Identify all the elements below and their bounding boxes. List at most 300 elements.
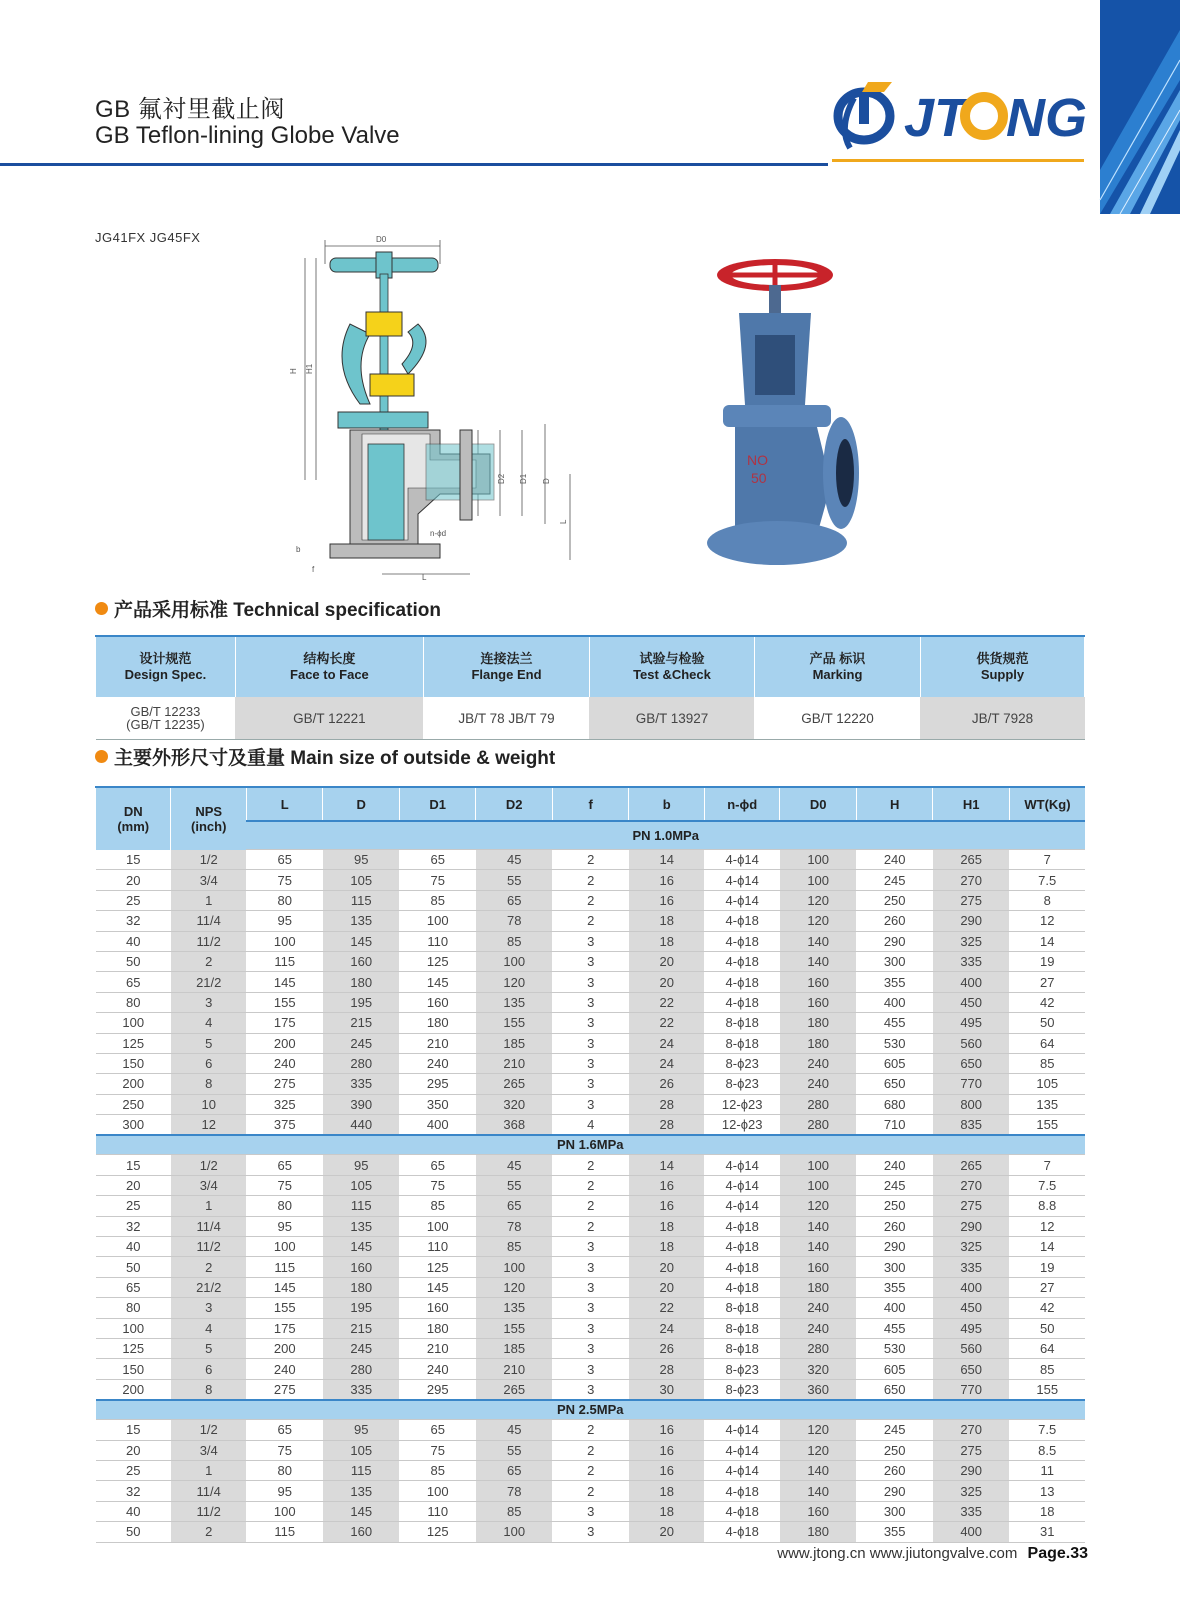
spec-header-cell: 供货规范 Supply [920, 636, 1084, 697]
table-cell: 11/4 [171, 1481, 246, 1501]
svg-text:NG: NG [1006, 88, 1087, 148]
table-cell: 280 [780, 1115, 857, 1136]
table-cell: 115 [323, 890, 400, 910]
table-cell: 140 [780, 931, 857, 951]
table-cell: 6 [171, 1053, 246, 1073]
table-cell: 180 [780, 1277, 857, 1297]
table-cell: 180 [399, 1318, 476, 1338]
table-cell: 20 [629, 972, 704, 992]
table-cell: 3 [171, 992, 246, 1012]
table-cell: 245 [856, 1175, 933, 1195]
table-cell: 2 [552, 911, 629, 931]
header-dn: DN (mm) [96, 787, 171, 850]
table-cell: 27 [1009, 972, 1085, 992]
table-cell: 335 [933, 1501, 1010, 1521]
table-cell: 50 [1009, 1013, 1085, 1033]
table-cell: 400 [933, 972, 1010, 992]
table-cell: 375 [246, 1115, 323, 1136]
table-cell: 8-ϕ18 [704, 1318, 779, 1338]
table-cell: 650 [933, 1053, 1010, 1073]
header-d2: D2 [476, 787, 553, 821]
corner-decoration [1100, 0, 1180, 214]
table-cell: 1/2 [171, 1420, 246, 1440]
table-row [96, 1094, 1086, 1114]
table-cell: 80 [246, 1460, 323, 1480]
table-cell: 2 [552, 1196, 629, 1216]
table-cell: 145 [399, 972, 476, 992]
bullet-icon [95, 750, 108, 763]
table-cell: 21/2 [171, 1277, 246, 1297]
table-cell: 650 [933, 1359, 1010, 1379]
table-cell: 4 [552, 1115, 629, 1136]
table-cell: 270 [933, 870, 1010, 890]
table-cell: 4-ϕ14 [704, 1196, 779, 1216]
table-cell: 18 [629, 1237, 704, 1257]
table-cell: 11/2 [171, 1237, 246, 1257]
table-cell: 140 [780, 1216, 857, 1236]
table-cell: 26 [629, 1074, 704, 1094]
table-cell: 100 [780, 1175, 857, 1195]
table-cell: 65 [476, 1460, 553, 1480]
table-cell: 250 [856, 1440, 933, 1460]
table-cell: 7 [1009, 1155, 1085, 1175]
table-cell: 160 [323, 951, 400, 971]
table-cell: 14 [1009, 931, 1085, 951]
header-rule [0, 163, 828, 166]
table-cell: 30 [629, 1379, 704, 1400]
table-cell: 360 [780, 1379, 857, 1400]
table-row [96, 1481, 1086, 1501]
table-cell: 180 [399, 1013, 476, 1033]
table-cell: 160 [780, 1501, 857, 1521]
table-cell: 215 [323, 1318, 400, 1338]
table-row [96, 1298, 1086, 1318]
table-cell: 100 [399, 911, 476, 931]
table-cell: 100 [246, 1501, 323, 1521]
table-cell: 4-ϕ14 [704, 850, 779, 870]
table-cell: 80 [246, 1196, 323, 1216]
table-cell: 3 [552, 1013, 629, 1033]
table-cell: 4-ϕ18 [704, 931, 779, 951]
table-cell: 2 [552, 1420, 629, 1440]
table-cell: 8-ϕ18 [704, 1013, 779, 1033]
table-cell: 22 [629, 1298, 704, 1318]
table-cell: 290 [933, 911, 1010, 931]
table-cell: 160 [399, 992, 476, 1012]
table-cell: 4 [171, 1013, 246, 1033]
table-cell: 40 [96, 1501, 171, 1521]
table-cell: 110 [399, 931, 476, 951]
table-cell: 295 [399, 1074, 476, 1094]
table-cell: 140 [780, 1237, 857, 1257]
table-row [96, 870, 1086, 890]
table-cell: 325 [933, 1237, 1010, 1257]
label-l: L [559, 519, 568, 524]
table-cell: 2 [552, 1460, 629, 1480]
table-cell: 260 [856, 911, 933, 931]
table-cell: 105 [323, 870, 400, 890]
label-d0: D0 [376, 235, 387, 244]
table-cell: 5 [171, 1338, 246, 1358]
table-cell: 18 [629, 1481, 704, 1501]
table-cell: 125 [96, 1033, 171, 1053]
table-cell: 145 [323, 1237, 400, 1257]
table-cell: 450 [933, 1298, 1010, 1318]
table-cell: 11/2 [171, 931, 246, 951]
table-row [96, 890, 1086, 910]
table-cell: 20 [629, 1257, 704, 1277]
table-cell: 145 [246, 972, 323, 992]
table-cell: 300 [856, 1257, 933, 1277]
table-cell: 8-ϕ23 [704, 1074, 779, 1094]
table-cell: 120 [780, 1420, 857, 1440]
table-row [96, 1440, 1086, 1460]
pressure-group-label: PN 2.5MPa [96, 1400, 1086, 1420]
label-d2: D2 [497, 473, 506, 484]
table-cell: 650 [856, 1379, 933, 1400]
table-cell: 65 [246, 850, 323, 870]
svg-text:50: 50 [751, 470, 767, 486]
table-row [96, 1196, 1086, 1216]
table-cell: 160 [323, 1257, 400, 1277]
table-cell: 100 [96, 1318, 171, 1338]
model-number: JG41FX JG45FX [95, 230, 201, 245]
table-cell: 5 [171, 1033, 246, 1053]
header-f: f [552, 787, 629, 821]
table-cell: 560 [933, 1033, 1010, 1053]
table-cell: 290 [933, 1460, 1010, 1480]
table-cell: 325 [933, 931, 1010, 951]
table-cell: 160 [323, 1522, 400, 1542]
table-cell: 215 [323, 1013, 400, 1033]
spec-value-test: GB/T 13927 [589, 697, 754, 740]
table-cell: 16 [629, 1196, 704, 1216]
table-cell: 120 [780, 1440, 857, 1460]
header-nd: n-ϕd [704, 787, 779, 821]
table-cell: 16 [629, 1420, 704, 1440]
table-cell: 110 [399, 1237, 476, 1257]
table-cell: 105 [1009, 1074, 1085, 1094]
table-cell: 11/2 [171, 1501, 246, 1521]
table-cell: 19 [1009, 951, 1085, 971]
table-cell: 85 [476, 1237, 553, 1257]
table-cell: 2 [552, 850, 629, 870]
table-cell: 22 [629, 1013, 704, 1033]
table-cell: 530 [856, 1033, 933, 1053]
table-cell: 110 [399, 1501, 476, 1521]
table-cell: 75 [399, 1175, 476, 1195]
table-cell: 250 [96, 1094, 171, 1114]
table-cell: 245 [856, 1420, 933, 1440]
table-cell: 4-ϕ18 [704, 1481, 779, 1501]
table-cell: 1 [171, 1460, 246, 1480]
table-cell: 180 [780, 1522, 857, 1542]
table-cell: 4-ϕ14 [704, 1175, 779, 1195]
table-cell: 78 [476, 911, 553, 931]
table-cell: 20 [629, 1522, 704, 1542]
header-b: b [629, 787, 704, 821]
header-d1: D1 [399, 787, 476, 821]
table-cell: 185 [476, 1033, 553, 1053]
table-cell: 450 [933, 992, 1010, 1012]
table-cell: 145 [323, 1501, 400, 1521]
table-row [96, 1277, 1086, 1297]
table-cell: 265 [933, 850, 1010, 870]
dims-heading: 主要外形尺寸及重量 Main size of outside & weight [95, 743, 555, 770]
table-cell: 3 [552, 972, 629, 992]
table-cell: 155 [1009, 1115, 1085, 1136]
table-cell: 125 [96, 1338, 171, 1358]
table-cell: 240 [780, 1053, 857, 1073]
table-cell: 100 [476, 951, 553, 971]
table-cell: 265 [476, 1074, 553, 1094]
table-cell: 115 [246, 1257, 323, 1277]
table-cell: 64 [1009, 1033, 1085, 1053]
table-cell: 22 [629, 992, 704, 1012]
header-l: L [246, 787, 323, 821]
table-cell: 120 [476, 1277, 553, 1297]
table-cell: 24 [629, 1318, 704, 1338]
table-cell: 160 [780, 972, 857, 992]
table-cell: 40 [96, 1237, 171, 1257]
table-cell: 85 [476, 1501, 553, 1521]
table-cell: 210 [399, 1338, 476, 1358]
table-cell: 155 [1009, 1379, 1085, 1400]
table-cell: 100 [780, 850, 857, 870]
table-row [96, 1359, 1086, 1379]
table-cell: 21/2 [171, 972, 246, 992]
table-cell: 4-ϕ14 [704, 890, 779, 910]
table-cell: 175 [246, 1013, 323, 1033]
table-cell: 145 [399, 1277, 476, 1297]
table-cell: 95 [246, 1481, 323, 1501]
table-cell: 4-ϕ18 [704, 1257, 779, 1277]
table-cell: 95 [323, 1420, 400, 1440]
table-cell: 80 [246, 890, 323, 910]
table-cell: 4-ϕ14 [704, 1420, 779, 1440]
table-cell: 20 [629, 1277, 704, 1297]
table-cell: 355 [856, 1277, 933, 1297]
table-cell: 2 [552, 870, 629, 890]
table-cell: 78 [476, 1216, 553, 1236]
table-cell: 45 [476, 850, 553, 870]
table-cell: 1/2 [171, 850, 246, 870]
label-l-bottom: L [422, 573, 427, 582]
table-cell: 50 [96, 1522, 171, 1542]
table-cell: 100 [399, 1481, 476, 1501]
table-cell: 275 [246, 1074, 323, 1094]
header-nps: NPS (inch) [171, 787, 246, 850]
page-footer [777, 1545, 1088, 1563]
table-cell: 8-ϕ18 [704, 1298, 779, 1318]
spec-header-cell: 连接法兰 Flange End [423, 636, 589, 697]
table-cell: 6 [171, 1359, 246, 1379]
table-cell: 13 [1009, 1481, 1085, 1501]
header-d: D [323, 787, 400, 821]
table-cell: 155 [246, 1298, 323, 1318]
table-cell: 65 [399, 850, 476, 870]
table-cell: 75 [246, 1175, 323, 1195]
table-cell: 8.5 [1009, 1440, 1085, 1460]
table-cell: 368 [476, 1115, 553, 1136]
table-cell: 95 [323, 1155, 400, 1175]
table-cell: 135 [323, 911, 400, 931]
table-cell: 100 [96, 1013, 171, 1033]
table-row [96, 1175, 1086, 1195]
page-number: Page.33 [1027, 1545, 1088, 1562]
table-cell: 270 [933, 1420, 1010, 1440]
label-nd: n-ϕd [430, 529, 447, 538]
table-cell: 275 [246, 1379, 323, 1400]
table-cell: 28 [629, 1094, 704, 1114]
table-cell: 210 [399, 1033, 476, 1053]
table-cell: 14 [1009, 1237, 1085, 1257]
page-title-en: GB Teflon-lining Globe Valve [95, 122, 400, 149]
table-cell: 240 [246, 1359, 323, 1379]
table-cell: 325 [933, 1481, 1010, 1501]
table-cell: 3 [171, 1298, 246, 1318]
table-cell: 11/4 [171, 1216, 246, 1236]
table-row [96, 1216, 1086, 1236]
table-cell: 4-ϕ18 [704, 972, 779, 992]
table-cell: 19 [1009, 1257, 1085, 1277]
table-cell: 240 [780, 1074, 857, 1094]
pressure-group-row [96, 1400, 1086, 1420]
table-cell: 135 [476, 992, 553, 1012]
table-cell: 75 [399, 1440, 476, 1460]
table-cell: 290 [856, 1481, 933, 1501]
table-cell: 25 [96, 1460, 171, 1480]
table-cell: 3 [552, 992, 629, 1012]
table-cell: 4 [171, 1318, 246, 1338]
table-cell: 7.5 [1009, 870, 1085, 890]
table-cell: 20 [96, 1175, 171, 1195]
table-row [96, 1338, 1086, 1358]
table-cell: 135 [476, 1298, 553, 1318]
table-cell: 8-ϕ18 [704, 1338, 779, 1358]
valve-section-drawing [290, 234, 590, 599]
table-cell: 24 [629, 1033, 704, 1053]
table-cell: 85 [1009, 1053, 1085, 1073]
table-cell: 835 [933, 1115, 1010, 1136]
table-cell: 85 [399, 890, 476, 910]
table-cell: 16 [629, 870, 704, 890]
table-cell: 14 [629, 1155, 704, 1175]
table-cell: 135 [1009, 1094, 1085, 1114]
table-cell: 12-ϕ23 [704, 1094, 779, 1114]
table-row [96, 1013, 1086, 1033]
table-cell: 280 [323, 1053, 400, 1073]
table-cell: 240 [856, 850, 933, 870]
table-cell: 125 [399, 951, 476, 971]
table-cell: 200 [246, 1338, 323, 1358]
table-cell: 3 [552, 931, 629, 951]
table-cell: 16 [629, 890, 704, 910]
table-cell: 115 [246, 1522, 323, 1542]
table-row [96, 1053, 1086, 1073]
table-cell: 7.5 [1009, 1420, 1085, 1440]
table-cell: 1 [171, 1196, 246, 1216]
spec-header-cell: 试验与检验 Test &Check [589, 636, 754, 697]
spec-value-flange: JB/T 78 JB/T 79 [423, 697, 589, 740]
table-cell: 400 [856, 1298, 933, 1318]
table-cell: 100 [399, 1216, 476, 1236]
table-cell: 3 [552, 1318, 629, 1338]
table-cell: 290 [856, 1237, 933, 1257]
table-cell: 25 [96, 1196, 171, 1216]
table-cell: 64 [1009, 1338, 1085, 1358]
table-cell: 180 [323, 1277, 400, 1297]
header-h: H [856, 787, 933, 821]
table-cell: 65 [399, 1420, 476, 1440]
spec-value-design: GB/T 12233 (GB/T 12235) [96, 697, 236, 740]
bullet-icon [95, 602, 108, 615]
spec-header-cell: 设计规范 Design Spec. [96, 636, 236, 697]
table-cell: 320 [780, 1359, 857, 1379]
table-cell: 680 [856, 1094, 933, 1114]
table-cell: 8-ϕ18 [704, 1033, 779, 1053]
table-cell: 240 [856, 1155, 933, 1175]
table-cell: 4-ϕ18 [704, 911, 779, 931]
table-cell: 3 [552, 1074, 629, 1094]
table-row [96, 1074, 1086, 1094]
table-cell: 65 [246, 1155, 323, 1175]
table-cell: 65 [399, 1155, 476, 1175]
table-cell: 155 [476, 1013, 553, 1033]
table-cell: 135 [323, 1481, 400, 1501]
table-cell: 11/4 [171, 911, 246, 931]
table-cell: 250 [856, 890, 933, 910]
table-cell: 3/4 [171, 1440, 246, 1460]
table-cell: 65 [96, 972, 171, 992]
table-cell: 65 [246, 1420, 323, 1440]
table-row [96, 951, 1086, 971]
table-cell: 3 [552, 1298, 629, 1318]
table-cell: 7 [1009, 850, 1085, 870]
table-cell: 140 [780, 951, 857, 971]
table-cell: 300 [96, 1115, 171, 1136]
table-cell: 18 [629, 911, 704, 931]
table-cell: 15 [96, 1155, 171, 1175]
table-cell: 240 [399, 1053, 476, 1073]
table-cell: 160 [780, 1257, 857, 1277]
label-b: b [296, 545, 301, 554]
table-cell: 335 [323, 1074, 400, 1094]
table-cell: 350 [399, 1094, 476, 1114]
table-row [96, 972, 1086, 992]
table-cell: 160 [399, 1298, 476, 1318]
table-row [96, 992, 1086, 1012]
table-cell: 3 [552, 1053, 629, 1073]
table-cell: 1/2 [171, 1155, 246, 1175]
table-cell: 10 [171, 1094, 246, 1114]
table-cell: 3 [552, 1257, 629, 1277]
table-cell: 275 [933, 1196, 1010, 1216]
table-cell: 2 [171, 951, 246, 971]
table-cell: 8 [171, 1074, 246, 1094]
table-cell: 300 [856, 951, 933, 971]
table-cell: 95 [246, 1216, 323, 1236]
table-cell: 100 [246, 1237, 323, 1257]
table-cell: 210 [476, 1053, 553, 1073]
table-cell: 145 [246, 1277, 323, 1297]
table-cell: 32 [96, 1481, 171, 1501]
table-cell: 440 [323, 1115, 400, 1136]
table-row [96, 1379, 1086, 1400]
spec-table [95, 635, 1085, 740]
table-row [96, 1237, 1086, 1257]
svg-text:NO: NO [747, 452, 768, 468]
